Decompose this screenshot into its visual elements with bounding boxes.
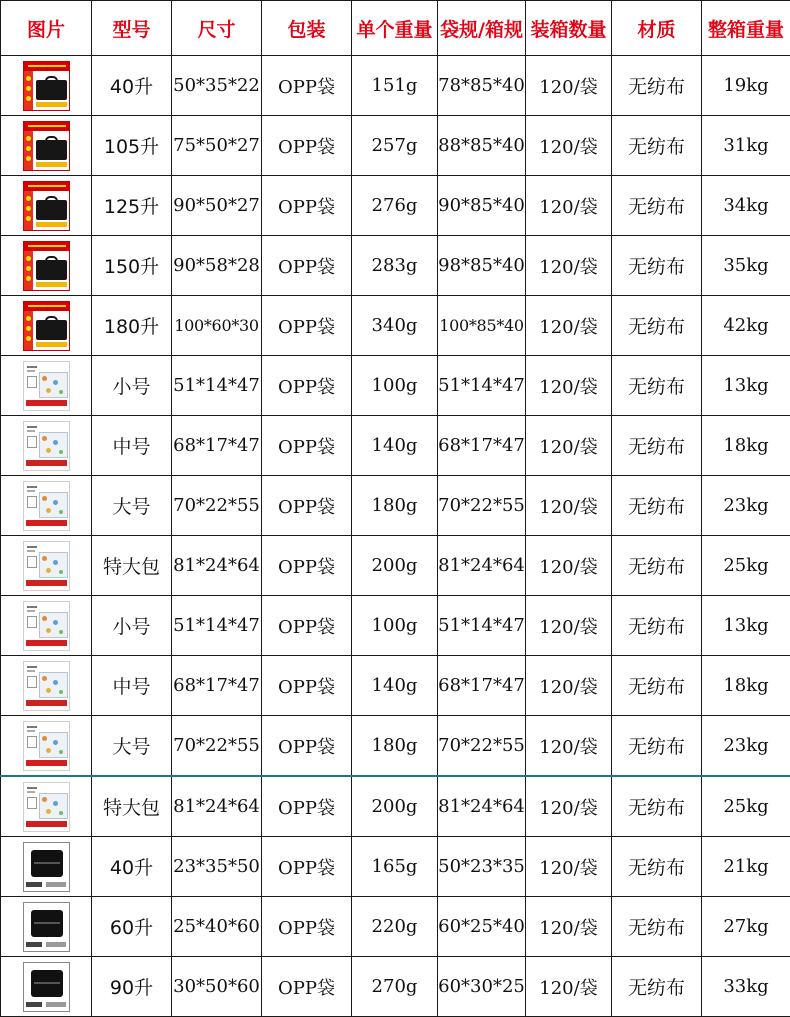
cell-image [1, 416, 92, 476]
cell-model: 中号 [92, 416, 172, 476]
header-packaging: 包装 [262, 1, 352, 56]
table-row [1, 897, 790, 957]
cell-quantity: 120/袋 [526, 176, 612, 236]
cell-unit-weight: 276g [352, 176, 438, 236]
cell-size: 23*35*50 [172, 837, 262, 897]
cell-packaging: OPP袋 [262, 56, 352, 116]
cell-image [1, 957, 92, 1017]
cell-material: 无纺布 [612, 416, 702, 476]
cell-packaging: OPP袋 [262, 116, 352, 176]
header-quantity: 装箱数量 [526, 1, 612, 56]
cell-material: 无纺布 [612, 656, 702, 716]
cell-packaging: OPP袋 [262, 176, 352, 236]
cell-image [1, 116, 92, 176]
cell-model: 125升 [92, 176, 172, 236]
cell-unit-weight: 340g [352, 296, 438, 356]
cell-quantity: 120/袋 [526, 837, 612, 897]
cell-image [1, 356, 92, 416]
cell-box-weight: 18kg [702, 416, 790, 476]
table-row [1, 236, 790, 296]
cell-image [1, 56, 92, 116]
cell-packaging: OPP袋 [262, 957, 352, 1017]
table-row [1, 716, 790, 777]
cell-quantity: 120/袋 [526, 56, 612, 116]
cell-packaging: OPP袋 [262, 416, 352, 476]
product-thumbnail-icon [23, 301, 70, 351]
product-thumbnail-icon [23, 361, 70, 411]
cell-size: 30*50*60 [172, 957, 262, 1017]
cell-packaging: OPP袋 [262, 296, 352, 356]
cell-model: 40升 [92, 56, 172, 116]
cell-packaging: OPP袋 [262, 897, 352, 957]
cell-bag-box-spec: 81*24*64 [438, 776, 526, 837]
cell-model: 大号 [92, 716, 172, 777]
cell-unit-weight: 257g [352, 116, 438, 176]
cell-size: 81*24*64 [172, 776, 262, 837]
cell-bag-box-spec: 68*17*47 [438, 416, 526, 476]
cell-size: 100*60*30 [172, 296, 262, 356]
table-row [1, 176, 790, 236]
cell-box-weight: 34kg [702, 176, 790, 236]
table-row [1, 957, 790, 1017]
cell-model: 90升 [92, 957, 172, 1017]
cell-unit-weight: 151g [352, 56, 438, 116]
cell-image [1, 897, 92, 957]
cell-quantity: 120/袋 [526, 716, 612, 777]
cell-bag-box-spec: 90*85*40 [438, 176, 526, 236]
cell-box-weight: 18kg [702, 656, 790, 716]
product-thumbnail-icon [23, 782, 70, 832]
cell-model: 40升 [92, 837, 172, 897]
cell-image [1, 716, 92, 777]
cell-unit-weight: 283g [352, 236, 438, 296]
cell-model: 105升 [92, 116, 172, 176]
cell-packaging: OPP袋 [262, 476, 352, 536]
cell-packaging: OPP袋 [262, 837, 352, 897]
cell-bag-box-spec: 51*14*47 [438, 356, 526, 416]
cell-image [1, 476, 92, 536]
product-thumbnail-icon [23, 661, 70, 711]
cell-size: 81*24*64 [172, 536, 262, 596]
product-thumbnail-icon [23, 181, 70, 231]
product-thumbnail-icon [23, 481, 70, 531]
product-thumbnail-icon [23, 241, 70, 291]
table-row [1, 416, 790, 476]
cell-material: 无纺布 [612, 176, 702, 236]
cell-bag-box-spec: 88*85*40 [438, 116, 526, 176]
cell-unit-weight: 200g [352, 536, 438, 596]
cell-image [1, 236, 92, 296]
cell-bag-box-spec: 100*85*40 [438, 296, 526, 356]
cell-material: 无纺布 [612, 776, 702, 837]
cell-unit-weight: 180g [352, 716, 438, 777]
cell-box-weight: 13kg [702, 596, 790, 656]
cell-material: 无纺布 [612, 236, 702, 296]
cell-size: 51*14*47 [172, 596, 262, 656]
cell-image [1, 656, 92, 716]
cell-model: 大号 [92, 476, 172, 536]
header-bag-box-spec: 袋规/箱规 [438, 1, 526, 56]
cell-box-weight: 13kg [702, 356, 790, 416]
cell-image [1, 176, 92, 236]
cell-model: 中号 [92, 656, 172, 716]
cell-size: 75*50*27 [172, 116, 262, 176]
cell-box-weight: 27kg [702, 897, 790, 957]
cell-quantity: 120/袋 [526, 416, 612, 476]
cell-quantity: 120/袋 [526, 236, 612, 296]
product-thumbnail-icon [23, 421, 70, 471]
cell-quantity: 120/袋 [526, 296, 612, 356]
cell-size: 90*58*28 [172, 236, 262, 296]
table-row [1, 536, 790, 596]
table-row [1, 116, 790, 176]
cell-quantity: 120/袋 [526, 596, 612, 656]
product-thumbnail-icon [23, 721, 70, 771]
cell-image [1, 296, 92, 356]
cell-quantity: 120/袋 [526, 957, 612, 1017]
cell-bag-box-spec: 70*22*55 [438, 476, 526, 536]
cell-unit-weight: 100g [352, 596, 438, 656]
cell-unit-weight: 200g [352, 776, 438, 837]
cell-material: 无纺布 [612, 957, 702, 1017]
cell-quantity: 120/袋 [526, 536, 612, 596]
cell-packaging: OPP袋 [262, 776, 352, 837]
cell-material: 无纺布 [612, 596, 702, 656]
cell-model: 特大包 [92, 536, 172, 596]
cell-model: 150升 [92, 236, 172, 296]
table-row [1, 656, 790, 716]
cell-image [1, 776, 92, 837]
header-box-weight: 整箱重量 [702, 1, 790, 56]
product-thumbnail-icon [23, 61, 70, 111]
cell-material: 无纺布 [612, 356, 702, 416]
product-thumbnail-icon [23, 601, 70, 651]
cell-material: 无纺布 [612, 116, 702, 176]
header-material: 材质 [612, 1, 702, 56]
cell-packaging: OPP袋 [262, 236, 352, 296]
cell-model: 小号 [92, 356, 172, 416]
cell-size: 50*35*22 [172, 56, 262, 116]
cell-packaging: OPP袋 [262, 716, 352, 777]
cell-unit-weight: 165g [352, 837, 438, 897]
cell-quantity: 120/袋 [526, 116, 612, 176]
cell-bag-box-spec: 70*22*55 [438, 716, 526, 777]
cell-material: 无纺布 [612, 296, 702, 356]
table-row [1, 296, 790, 356]
cell-box-weight: 25kg [702, 776, 790, 837]
product-thumbnail-icon [23, 902, 70, 952]
cell-bag-box-spec: 60*25*40 [438, 897, 526, 957]
table-row [1, 356, 790, 416]
cell-box-weight: 21kg [702, 837, 790, 897]
cell-bag-box-spec: 50*23*35 [438, 837, 526, 897]
cell-image [1, 596, 92, 656]
product-thumbnail-icon [23, 121, 70, 171]
cell-material: 无纺布 [612, 837, 702, 897]
product-thumbnail-icon [23, 541, 70, 591]
product-thumbnail-icon [23, 842, 70, 892]
cell-material: 无纺布 [612, 716, 702, 777]
cell-size: 90*50*27 [172, 176, 262, 236]
cell-box-weight: 23kg [702, 476, 790, 536]
cell-packaging: OPP袋 [262, 536, 352, 596]
cell-box-weight: 35kg [702, 236, 790, 296]
cell-unit-weight: 270g [352, 957, 438, 1017]
cell-material: 无纺布 [612, 897, 702, 957]
cell-size: 68*17*47 [172, 656, 262, 716]
cell-box-weight: 33kg [702, 957, 790, 1017]
cell-bag-box-spec: 98*85*40 [438, 236, 526, 296]
cell-size: 68*17*47 [172, 416, 262, 476]
cell-size: 70*22*55 [172, 476, 262, 536]
header-unit-weight: 单个重量 [352, 1, 438, 56]
cell-unit-weight: 180g [352, 476, 438, 536]
cell-bag-box-spec: 68*17*47 [438, 656, 526, 716]
cell-model: 特大包 [92, 776, 172, 837]
cell-box-weight: 31kg [702, 116, 790, 176]
cell-box-weight: 23kg [702, 716, 790, 777]
cell-packaging: OPP袋 [262, 596, 352, 656]
cell-quantity: 120/袋 [526, 356, 612, 416]
cell-unit-weight: 100g [352, 356, 438, 416]
cell-size: 51*14*47 [172, 356, 262, 416]
cell-image [1, 837, 92, 897]
cell-model: 60升 [92, 897, 172, 957]
header-size: 尺寸 [172, 1, 262, 56]
cell-box-weight: 19kg [702, 56, 790, 116]
cell-packaging: OPP袋 [262, 656, 352, 716]
table-row [1, 776, 790, 837]
header-model: 型号 [92, 1, 172, 56]
table-row [1, 596, 790, 656]
table-row [1, 837, 790, 897]
cell-material: 无纺布 [612, 56, 702, 116]
cell-image [1, 536, 92, 596]
table-row [1, 56, 790, 116]
cell-bag-box-spec: 51*14*47 [438, 596, 526, 656]
cell-packaging: OPP袋 [262, 356, 352, 416]
cell-bag-box-spec: 60*30*25 [438, 957, 526, 1017]
cell-material: 无纺布 [612, 476, 702, 536]
cell-unit-weight: 140g [352, 656, 438, 716]
cell-box-weight: 42kg [702, 296, 790, 356]
cell-model: 小号 [92, 596, 172, 656]
cell-quantity: 120/袋 [526, 656, 612, 716]
cell-bag-box-spec: 78*85*40 [438, 56, 526, 116]
table-row [1, 476, 790, 536]
cell-quantity: 120/袋 [526, 776, 612, 837]
header-image: 图片 [1, 1, 92, 56]
cell-model: 180升 [92, 296, 172, 356]
cell-bag-box-spec: 81*24*64 [438, 536, 526, 596]
header-row [1, 1, 790, 56]
cell-unit-weight: 220g [352, 897, 438, 957]
product-thumbnail-icon [23, 962, 70, 1012]
cell-box-weight: 25kg [702, 536, 790, 596]
cell-size: 70*22*55 [172, 716, 262, 777]
cell-quantity: 120/袋 [526, 476, 612, 536]
cell-unit-weight: 140g [352, 416, 438, 476]
cell-size: 25*40*60 [172, 897, 262, 957]
cell-material: 无纺布 [612, 536, 702, 596]
cell-quantity: 120/袋 [526, 897, 612, 957]
